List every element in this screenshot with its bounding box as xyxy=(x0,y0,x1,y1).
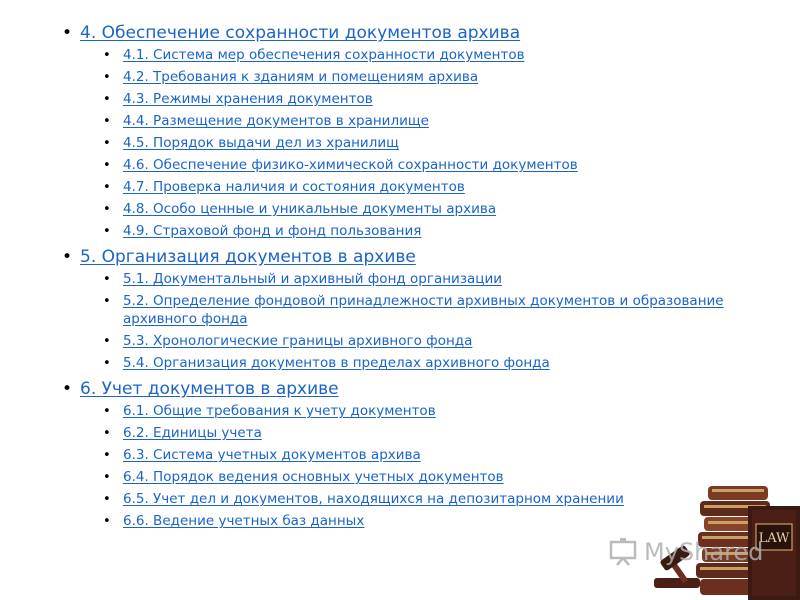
bullet: • xyxy=(103,70,111,85)
section-link[interactable]: 5. Организация документов в архиве xyxy=(80,247,416,267)
subsection-link[interactable]: 6.3. Система учетных документов архива xyxy=(123,447,421,463)
subsection-link[interactable]: 6.4. Порядок ведения основных учетных документов xyxy=(123,469,504,485)
subsection-list xyxy=(103,46,752,240)
subsection-link[interactable]: 6.1. Общие требования к учету документов xyxy=(123,403,436,419)
subsection-link[interactable]: 6.2. Единицы учета xyxy=(123,425,262,441)
bullet: • xyxy=(62,23,73,43)
bullet: • xyxy=(103,202,111,217)
subsection-link[interactable]: 5.2. Определение фондовой принадлежности архивных документов и образование архивного фонда xyxy=(123,293,724,327)
bullet: • xyxy=(103,114,111,129)
list-item xyxy=(103,332,752,350)
bullet: • xyxy=(103,294,111,309)
bullet: • xyxy=(62,247,73,267)
list-item xyxy=(103,134,752,152)
bullet: • xyxy=(103,136,111,151)
bullet: • xyxy=(103,448,111,463)
bullet: • xyxy=(103,224,111,239)
bullet: • xyxy=(62,379,73,399)
bullet: • xyxy=(103,404,111,419)
section-heading-row xyxy=(62,378,752,401)
subsection-link[interactable]: 4.2. Требования к зданиям и помещениям архива xyxy=(123,69,479,85)
book-label: LAW xyxy=(758,531,790,546)
bullet: • xyxy=(103,334,111,349)
list-item xyxy=(103,46,752,64)
law-books-illustration xyxy=(600,468,800,600)
list-item xyxy=(103,292,752,328)
bullet: • xyxy=(103,92,111,107)
toc-section xyxy=(62,246,752,372)
presentation-board-icon xyxy=(608,538,638,566)
list-item xyxy=(103,222,752,240)
list-item xyxy=(103,424,752,442)
subsection-link[interactable]: 5.3. Хронологические границы архивного фонда xyxy=(123,333,473,349)
bullet: • xyxy=(103,470,111,485)
bullet: • xyxy=(103,272,111,287)
bullet: • xyxy=(103,492,111,507)
list-item xyxy=(103,200,752,218)
subsection-link[interactable]: 4.9. Страховой фонд и фонд пользования xyxy=(123,223,422,239)
subsection-link[interactable]: 4.7. Проверка наличия и состояния документов xyxy=(123,179,465,195)
section-heading-row xyxy=(62,246,752,269)
table-of-contents xyxy=(62,22,752,536)
list-item xyxy=(103,178,752,196)
bullet: • xyxy=(103,48,111,63)
bullet: • xyxy=(103,514,111,529)
subsection-link[interactable]: 4.3. Режимы хранения документов xyxy=(123,91,373,107)
subsection-link[interactable]: 6.6. Ведение учетных баз данных xyxy=(123,513,365,529)
list-item xyxy=(103,112,752,130)
subsection-link[interactable]: 4.4. Размещение документов в хранилище xyxy=(123,113,429,129)
subsection-link[interactable]: 4.6. Обеспечение физико-химической сохранности документов xyxy=(123,157,578,173)
section-link[interactable]: 4. Обеспечение сохранности документов архива xyxy=(80,23,521,43)
list-item xyxy=(103,270,752,288)
toc-section xyxy=(62,22,752,240)
subsection-link[interactable]: 4.1. Система мер обеспечения сохранности документов xyxy=(123,47,525,63)
list-item xyxy=(103,156,752,174)
section-link[interactable]: 6. Учет документов в архиве xyxy=(80,379,339,399)
subsection-link[interactable]: 6.5. Учет дел и документов, находящихся на депозитарном хранении xyxy=(123,491,624,507)
watermark xyxy=(608,538,763,566)
subsection-link[interactable]: 5.1. Документальный и архивный фонд организации xyxy=(123,271,503,287)
subsection-link[interactable]: 5.4. Организация документов в пределах архивного фонда xyxy=(123,355,550,371)
bullet: • xyxy=(103,180,111,195)
subsection-link[interactable]: 4.5. Порядок выдачи дел из хранилищ xyxy=(123,135,399,151)
list-item xyxy=(103,446,752,464)
subsection-list xyxy=(103,270,752,372)
bullet: • xyxy=(103,356,111,371)
watermark-text: MyShared xyxy=(644,538,764,566)
list-item xyxy=(103,90,752,108)
list-item xyxy=(103,68,752,86)
section-heading-row xyxy=(62,22,752,45)
subsection-link[interactable]: 4.8. Особо ценные и уникальные документы архива xyxy=(123,201,497,217)
bullet: • xyxy=(103,158,111,173)
list-item xyxy=(103,402,752,420)
list-item xyxy=(103,354,752,372)
bullet: • xyxy=(103,426,111,441)
